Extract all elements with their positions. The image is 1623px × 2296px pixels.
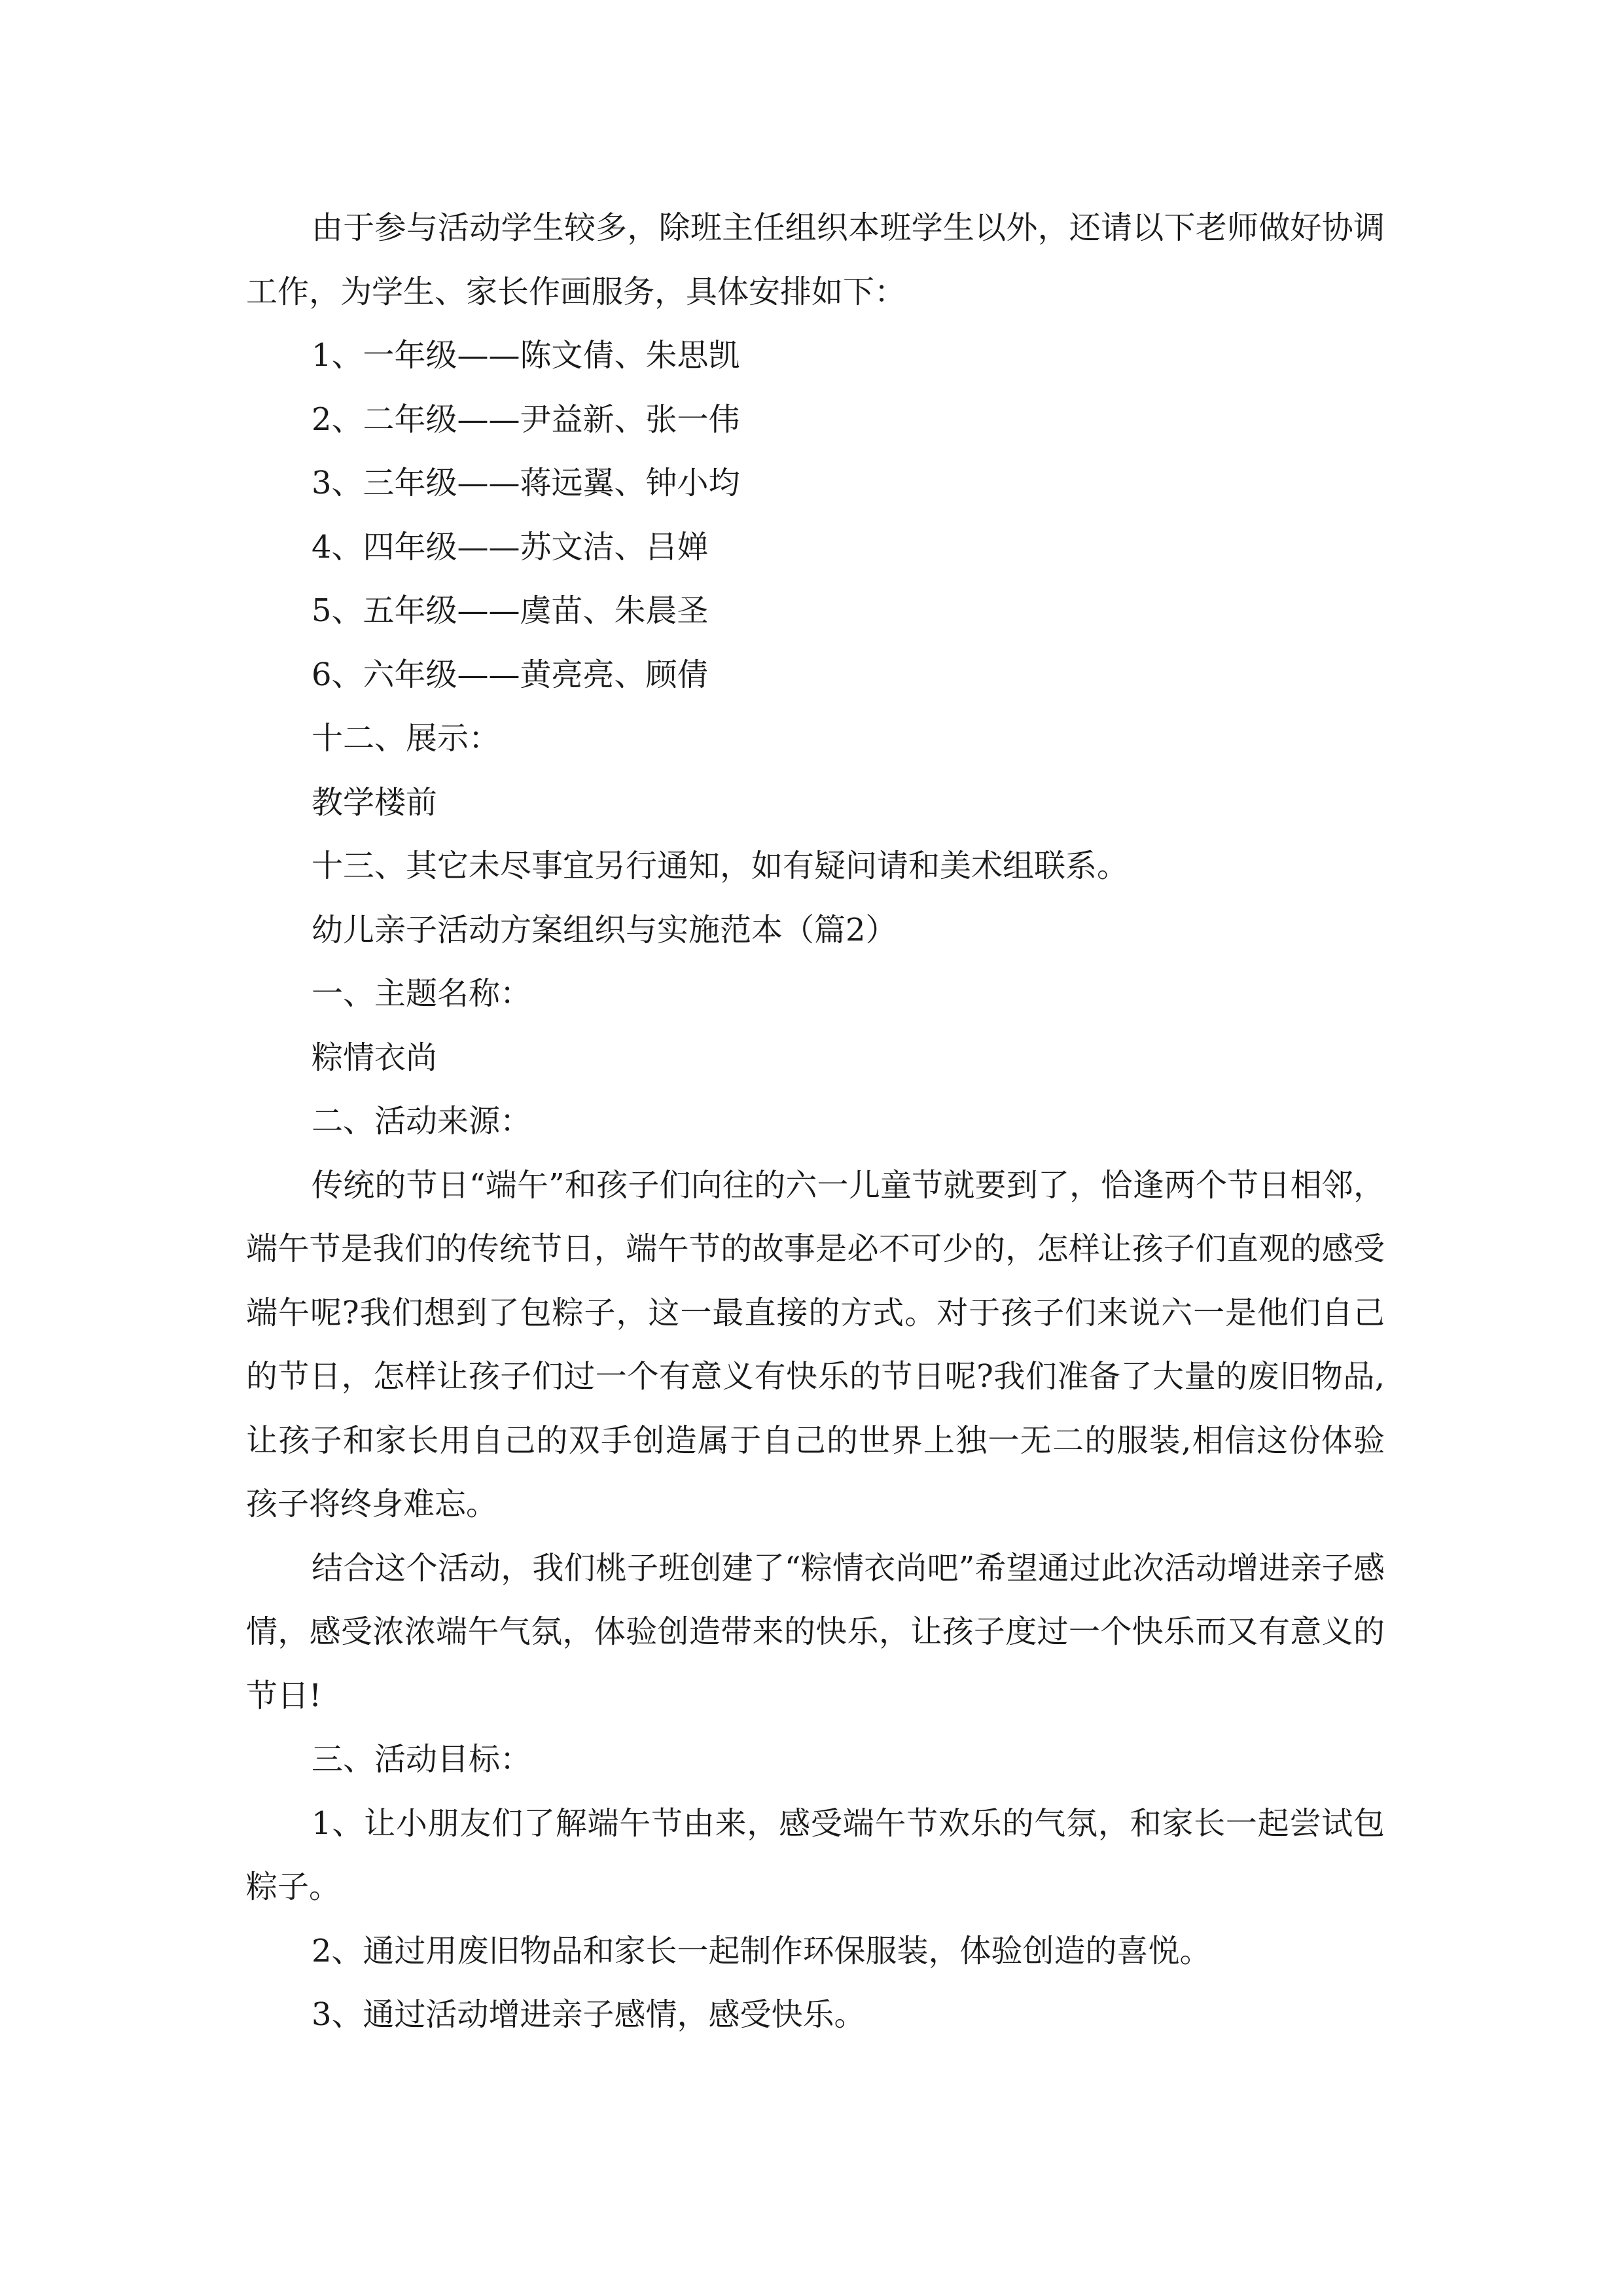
list-item-goal-2: 2、通过用废旧物品和家长一起制作环保服装，体验创造的喜悦。: [312, 1932, 1211, 1969]
list-item-grade-6: 6、六年级——黄亮亮、顾倩: [312, 656, 709, 693]
list-item-grade-1: 1、一年级——陈文倩、朱思凯: [312, 337, 740, 374]
paragraph-teacher-arrangement: 由于参与活动学生较多，除班主任组织本班学生以外，还请以下老师做好协调工作，为学生、家长作画服务，具体安排如下：: [246, 209, 1385, 310]
list-item-goal-1: 1、让小朋友们了解端午节由来，感受端午节欢乐的气氛，和家长一起尝试包粽子。: [246, 1804, 1385, 1905]
paragraph-display-location: 教学楼前: [312, 783, 438, 821]
document-title-part-2: 幼儿亲子活动方案组织与实施范本（篇2）: [312, 911, 897, 948]
section-heading-other-matters: 十三、其它未尽事宜另行通知，如有疑问请和美术组联系。: [312, 848, 1129, 884]
section-heading-activity-goals: 三、活动目标：: [312, 1741, 532, 1778]
paragraph-activity-purpose: 结合这个活动，我们桃子班创建了“粽情衣尚吧”希望通过此次活动增进亲子感情，感受浓浓端午气氛，体验创造带来的快乐，让孩子度过一个快乐而又有意义的节日!: [246, 1549, 1385, 1714]
list-item-grade-4: 4、四年级——苏文洁、吕婵: [312, 528, 709, 565]
list-item-grade-5: 5、五年级——虞苗、朱晨圣: [312, 592, 709, 629]
list-item-grade-2: 2、二年级——尹益新、张一伟: [312, 401, 740, 438]
section-heading-display: 十二、展示：: [312, 720, 501, 757]
list-item-goal-3: 3、通过活动增进亲子感情，感受快乐。: [312, 1996, 866, 2033]
paragraph-theme-name: 粽情衣尚: [312, 1039, 438, 1076]
document-body: [246, 196, 1385, 2047]
section-heading-theme-name: 一、主题名称：: [312, 975, 532, 1012]
paragraph-activity-source: 传统的节日“端午”和孩子们向往的六一儿童节就要到了，恰逢两个节日相邻，端午节是我们的传统节日，端午节的故事是必不可少的，怎样让孩子们直观的感受端午呢?我们想到了包粽子，这一最直接的方式。对于孩子们来说六一是他们自己的节日，怎样让孩子们过一个有意义有快乐的节日呢?我们准备了大量的废旧物品,让孩子和家长用自己的双手创造属于自己的世界上独一无二的服装,相信这份体验孩子将终身难忘。: [246, 1166, 1385, 1522]
list-item-grade-3: 3、三年级——蒋远翼、钟小均: [312, 465, 740, 501]
section-heading-activity-source: 二、活动来源：: [312, 1103, 532, 1139]
